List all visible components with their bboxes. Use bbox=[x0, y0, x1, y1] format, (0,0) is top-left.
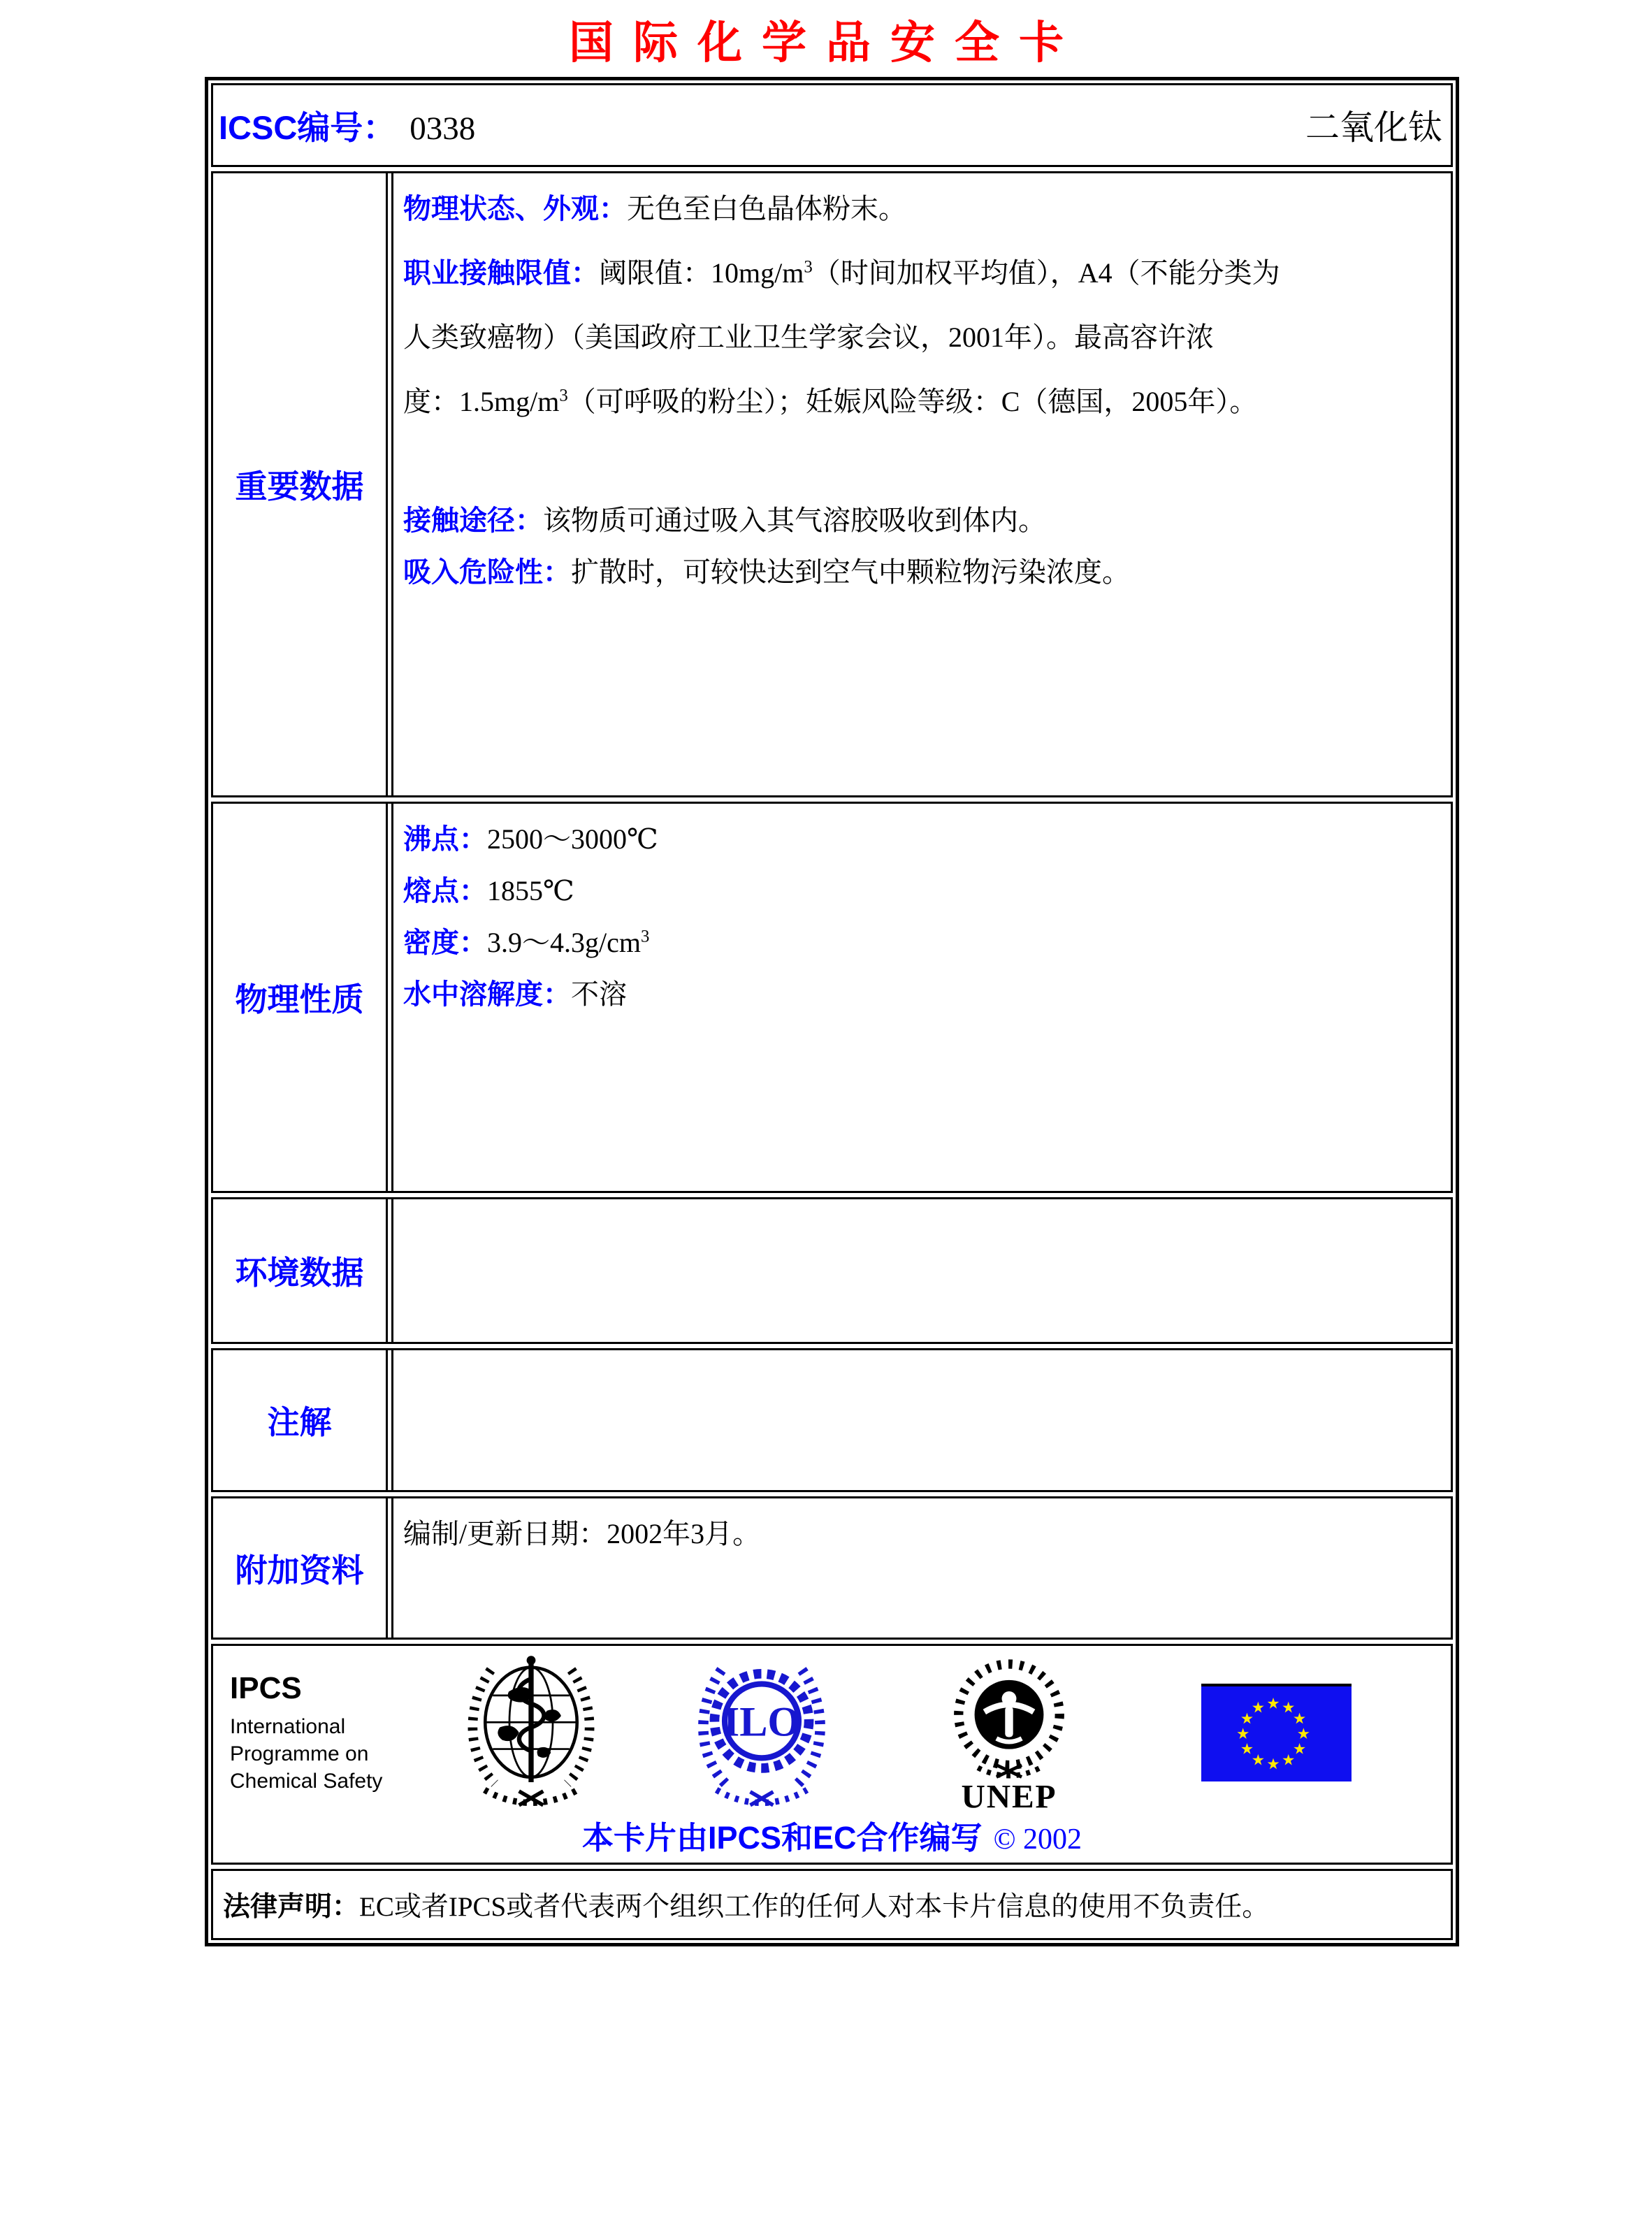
content-line: 沸点：2500～3000℃ bbox=[403, 823, 658, 855]
ipcs-full-name-line: International bbox=[230, 1714, 346, 1738]
chemical-name: 二氧化钛 bbox=[1305, 108, 1442, 147]
content-line: 编制/更新日期：2002年3月。 bbox=[403, 1518, 761, 1549]
icsc-card bbox=[205, 77, 1459, 1946]
content-line: 吸入危险性：扩散时，可较快达到空气中颗粒物污染浓度。 bbox=[403, 556, 1130, 588]
who-logo-icon bbox=[458, 1650, 604, 1816]
section-notes bbox=[211, 1348, 1453, 1492]
copyright-year: © 2002 bbox=[993, 1823, 1082, 1856]
legal-notice-text: EC或者IPCS或者代表两个组织工作的任何人对本卡片信息的使用不负责任。 bbox=[359, 1892, 1270, 1922]
content-line: 度：$1.5mg/m^3$（可呼吸的粉尘）；妊娠风险等级：C（德国，2005年）。 bbox=[403, 386, 1258, 417]
content-line: 水中溶解度：不溶 bbox=[403, 978, 627, 1010]
unep-logo-icon bbox=[939, 1651, 1079, 1815]
content-line: 密度：$3.9\sim 4.3g/cm^3$ bbox=[403, 927, 650, 958]
cooperation-caption bbox=[213, 1818, 1451, 1858]
ilo-monogram: ILO bbox=[723, 1698, 801, 1745]
ipcs-acronym: IPCS bbox=[230, 1670, 302, 1705]
icsc-page bbox=[0, 10, 1652, 2219]
section-environmental-data bbox=[211, 1197, 1453, 1344]
legal-notice-section bbox=[211, 1869, 1453, 1940]
section-physical-properties-content bbox=[391, 804, 1451, 1191]
cooperation-note: 本卡片由IPCS和EC合作编写 bbox=[582, 1820, 983, 1856]
section-environmental-data-content bbox=[391, 1199, 1451, 1342]
page-title: 国际化学品安全卡 bbox=[569, 18, 1083, 68]
section-environmental-data-label: 环境数据 bbox=[213, 1199, 388, 1342]
section-additional-information-label: 附加资料 bbox=[213, 1498, 388, 1638]
legal-notice-label: 法律声明： bbox=[223, 1892, 360, 1922]
ipcs-full-name-line: Programme on bbox=[230, 1742, 369, 1765]
unep-wordmark: UNEP bbox=[961, 1778, 1057, 1812]
section-physical-properties bbox=[211, 802, 1453, 1193]
section-additional-information bbox=[211, 1496, 1453, 1640]
section-notes-content bbox=[391, 1350, 1451, 1490]
footer-logos-section bbox=[211, 1644, 1453, 1865]
logos-row bbox=[213, 1651, 1451, 1814]
ipcs-full-name bbox=[230, 1713, 398, 1795]
icsc-number-label: ICSC编号： bbox=[219, 108, 396, 146]
section-important-data bbox=[211, 171, 1453, 797]
section-physical-properties-label: 物理性质 bbox=[213, 804, 388, 1191]
content-line: 物理状态、外观：无色至白色晶体粉末。 bbox=[403, 193, 906, 224]
section-important-data-content bbox=[391, 173, 1451, 795]
ilo-logo-icon bbox=[688, 1650, 835, 1816]
section-additional-information-content bbox=[391, 1498, 1451, 1638]
eu-flag-icon bbox=[1201, 1684, 1352, 1781]
section-important-data-label: 重要数据 bbox=[213, 173, 388, 795]
content-line: 熔点：1855℃ bbox=[403, 875, 574, 906]
card-header-row bbox=[211, 83, 1453, 167]
ipcs-full-name-line: Chemical Safety bbox=[230, 1769, 383, 1793]
content-line: 人类致癌物）（美国政府工业卫生学家会议，2001年）。最高容许浓 bbox=[403, 321, 1214, 353]
section-notes-label: 注解 bbox=[213, 1350, 388, 1490]
icsc-number-group bbox=[219, 102, 475, 149]
ipcs-block bbox=[230, 1671, 398, 1795]
icsc-number-value: 0338 bbox=[410, 110, 476, 147]
content-line: 接触途径：该物质可通过吸入其气溶胶吸收到体内。 bbox=[403, 505, 1046, 536]
content-line: 职业接触限值：阈限值：$10mg/m^3$（时间加权平均值），A4（不能分类为 bbox=[403, 257, 1280, 289]
